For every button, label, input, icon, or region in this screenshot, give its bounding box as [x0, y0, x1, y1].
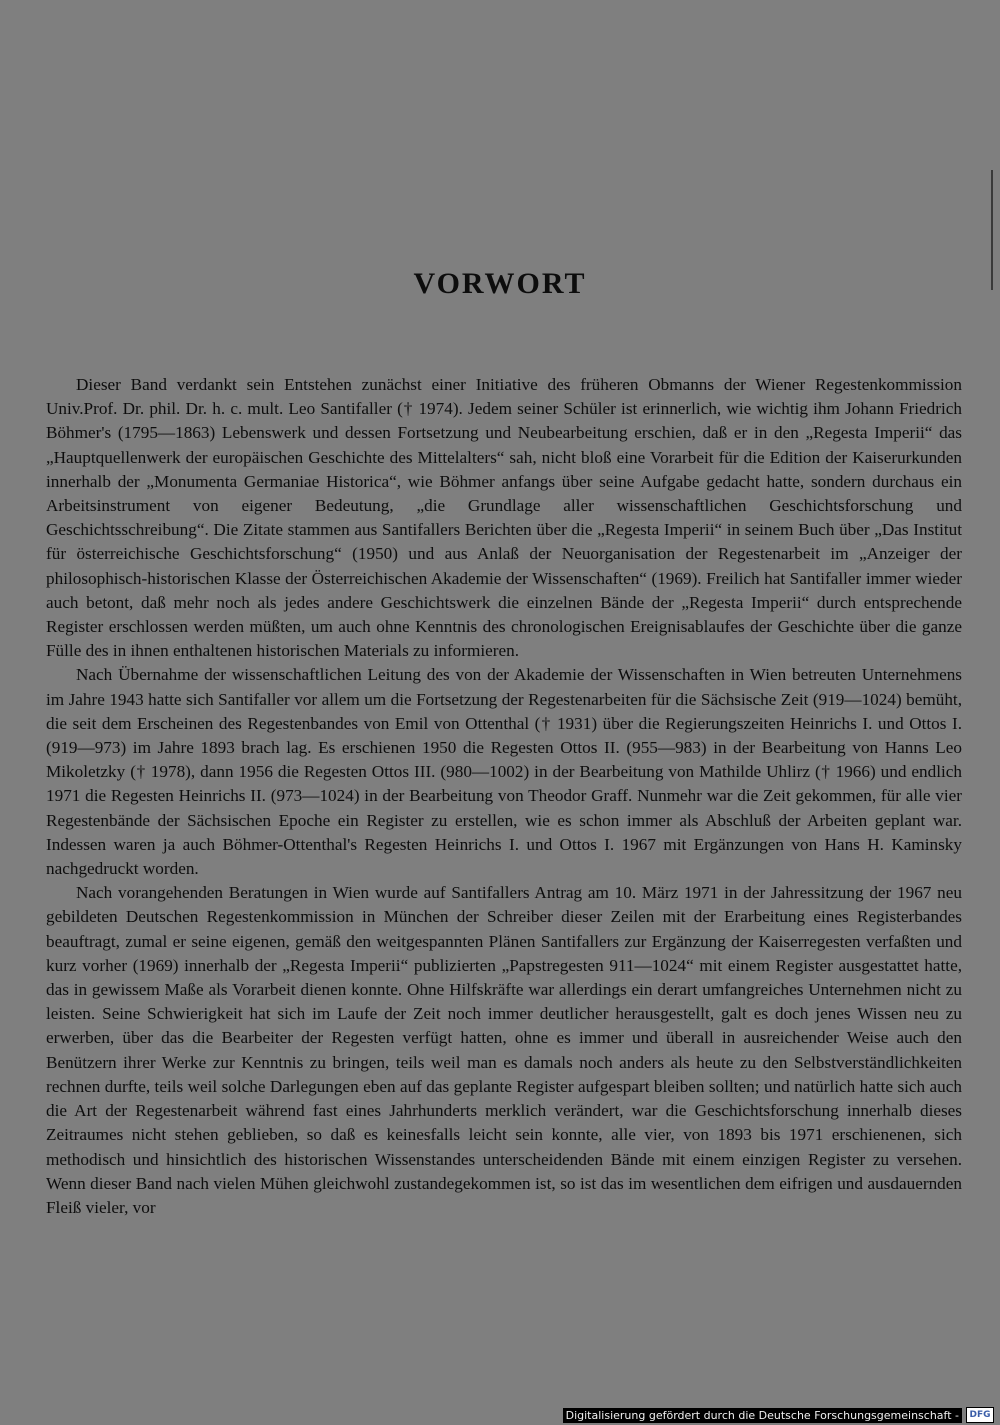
page-title: VORWORT	[413, 267, 587, 300]
funding-footer	[563, 1407, 994, 1423]
dfg-logo-icon: DFG	[966, 1407, 994, 1423]
paragraph-2: Nach Übernahme der wissenschaftlichen Leitung des von der Akademie der Wissenschaften in Wien betreuten Unternehmens im Jahre 1943 hatte sich Santifaller vor allem um die Fortsetzung der Regestenarbeiten für die Sächsische Zeit (919—1024) bemüht, die seit dem Erscheinen des Regestenbandes von Emil von Ottenthal († 1931) über die Regierungszeiten Heinrichs I. und Ottos I. (919—973) im Jahre 1893 brach lag. Es erschienen 1950 die Regesten Ottos II. (955—983) in der Bearbeitung von Hanns Leo Mikoletzky († 1978), dann 1956 die Regesten Ottos III. (980—1002) in der Bearbeitung von Mathilde Uhlirz († 1966) und endlich 1971 die Regesten Heinrichs II. (973—1024) in der Bearbeitung von Theodor Graff. Nunmehr war die Zeit gekommen, für alle vier Regestenbände der Sächsischen Epoche ein Register zu erstellen, wie es schon immer als Abschluß der Arbeiten geplant war. Indessen waren ja auch Böhmer-Ottenthal's Regesten Heinrichs I. und Ottos I. 1967 mit Ergänzungen von Hans H. Kaminsky nachgedruckt worden.	[46, 665, 962, 879]
funding-notice: Digitalisierung gefördert durch die Deutsche Forschungsgemeinschaft -	[563, 1408, 962, 1423]
body-text	[46, 373, 962, 1220]
paragraph-3: Nach vorangehenden Beratungen in Wien wurde auf Santifallers Antrag am 10. März 1971 in der Jahressitzung der 1967 neu gebildeten Deutschen Regestenkommission in München der Schreiber dieser Zeilen mit der Erarbeitung eines Registerbandes beauftragt, zumal er seine eigenen, gemäß den weitgespannten Plänen Santifallers zur Ergänzung der Kaiserregesten verfaßten und kurz vorher (1969) innerhalb der „Regesta Imperii“ publizierten „Papstregesten 911—1024“ mit einem Register ausgestattet hatte, das in gewissem Maße als Vorarbeit dienen konnte. Ohne Hilfskräfte war allerdings ein derart umfangreiches Unternehmen nicht zu leisten. Seine Schwierigkeit hat sich im Laufe der Zeit noch immer deutlicher herausgestellt, galt es doch jenes Wissen neu zu erwerben, über das die Bearbeiter der Regesten verfügt hatten, ohne es immer und überall in ausreichender Weise auch den Benützern ihrer Werke zur Kenntnis zu bringen, teils weil man es damals noch anders als heute zu den Selbstverständlichkeiten rechnen durfte, teils weil solche Darlegungen eben auf das geplante Register aufgespart bleiben sollten; und natürlich hatte sich auch die Art der Regestenarbeit während fast eines Jahrhunderts merklich verändert, war die Geschichtsforschung innerhalb dieses Zeitraumes nicht stehen geblieben, so daß es keinesfalls leicht sein konnte, alle vier, von 1893 bis 1971 erschienenen, sich methodisch und hinsichtlich des historischen Wissenstandes unterscheidenden Bände mit einem einzigen Register zu versehen. Wenn dieser Band nach vielen Mühen gleichwohl zustandegekommen ist, so ist das im wesentlichen dem eifrigen und ausdauernden Fleiß vieler, vor	[46, 883, 962, 1217]
paragraph-1: Dieser Band verdankt sein Entstehen zunächst einer Initiative des früheren Obmanns der Wiener Regestenkommission Univ.Prof. Dr. phil. Dr. h. c. mult. Leo Santifaller († 1974). Jedem seiner Schüler ist erinnerlich, wie wichtig ihm Johann Friedrich Böhmer's (1795—1863) Lebenswerk und dessen Fortsetzung und Neubearbeitung erschien, daß er in den „Regesta Imperii“ das „Hauptquellenwerk der europäischen Geschichte des Mittelalters“ sah, nicht bloß eine Vorarbeit für die Edition der Kaiserurkunden innerhalb der „Monumenta Germaniae Historica“, wie Böhmer anfangs über seine Aufgabe gedacht hatte, sondern durchaus ein Arbeitsinstrument von eigener Bedeutung, „die Grundlage aller wissenschaftlichen Geschichtsforschung und Geschichtsschreibung“. Die Zitate stammen aus Santifallers Berichten über die „Regesta Imperii“ in seinem Buch über „Das Institut für österreichische Geschichtsforschung“ (1950) und aus Anlaß der Neuorganisation der Regestenarbeit im „Anzeiger der philosophisch-historischen Klasse der Österreichischen Akademie der Wissenschaften“ (1969). Freilich hat Santifaller immer wieder auch betont, daß mehr noch als jedes andere Geschichtswerk die einzelnen Bände der „Regesta Imperii“ durch entsprechende Register erschlossen werden müßten, um auch ohne Kenntnis des chronologischen Ereignisablaufes der Geschichte über die ganze Fülle des in ihnen enthaltenen historischen Materials zu informieren.	[46, 375, 962, 661]
